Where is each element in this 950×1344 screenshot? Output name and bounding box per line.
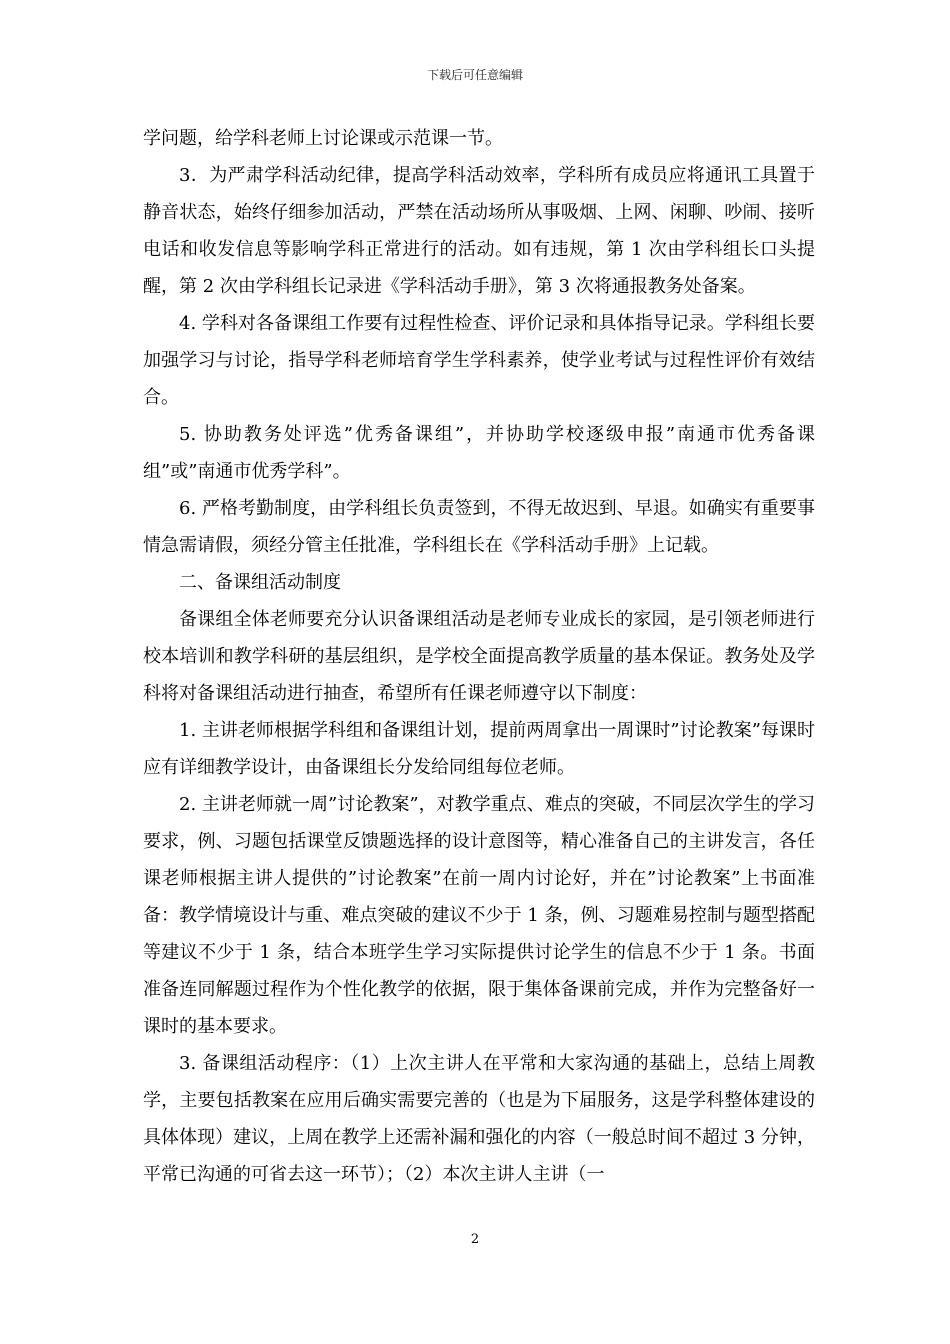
- paragraph-7: 1. 主讲老师根据学科组和备课组计划，提前两周拿出一周课时”讨论教案”每课时应有详细教学设计，由备课组长分发给同组每位老师。: [143, 720, 815, 778]
- page-number: 2: [470, 1232, 480, 1247]
- page-header: 下载后可任意编辑: [426, 68, 523, 82]
- paragraph-6: 备课组全体老师要充分认识备课组活动是老师专业成长的家园，是引领老师进行校本培训和教学科研的基层组织，是学校全面提高教学质量的基本保证。教务处及学科将对备课组活动进行抽查，希望所有任课老师遵守以下制度：: [143, 609, 815, 704]
- paragraph-3: 5. 协助教务处评选”优秀备课组”，并协助学校逐级申报”南通市优秀备课组”或”南通市优秀学科”。: [143, 424, 815, 482]
- paragraph-1: 3．为严肃学科活动纪律，提高学科活动效率，学科所有成员应将通讯工具置于静音状态，始终仔细参加活动，严禁在活动场所从事吸烟、上网、闲聊、吵闹、接听电话和收发信息等影响学科正常进行的活动。如有违规，第 1 次由学科组长口头提醒，第 2 次由学科组长记录进《学科活动手册》，第 3 次将通报教务处备案。: [143, 165, 815, 297]
- paragraph-9: 3. 备课组活动程序：（1）上次主讲人在平常和大家沟通的基础上，总结上周教学，主要包括教案在应用后确实需要完善的（也是为下届服务，这是学科整体建设的具体体现）建议，上周在教学上还需补漏和强化的内容（一般总时间不超过 3 分钟，平常已沟通的可省去这一环节）；（2）本次主讲人主讲（一: [143, 1053, 815, 1185]
- paragraph-4: 6. 严格考勤制度，由学科组长负责签到，不得无故迟到、早退。如确实有重要事情急需请假，须经分管主任批准，学科组长在《学科活动手册》上记载。: [143, 498, 815, 556]
- document-body: [143, 120, 815, 1193]
- paragraph-0: 学问题，给学科老师上讨论课或示范课一节。: [143, 128, 503, 149]
- paragraph-8: 2. 主讲老师就一周”讨论教案”，对教学重点、难点的突破，不同层次学生的学习要求，例、习题包括课堂反馈题选择的设计意图等，精心准备自己的主讲发言，各任课老师根据主讲人提供的”讨论教案”在前一周内讨论好，并在”讨论教案”上书面准备：教学情境设计与重、难点突破的建议不少于 1 条，例、习题难易控制与题型搭配等建议不少于 1 条，结合本班学生学习实际提供讨论学生的信息不少于 1 条。书面准备连同解题过程作为个性化教学的依据，限于集体备课前完成，并作为完整备好一课时的基本要求。: [143, 794, 815, 1037]
- paragraph-2: 4. 学科对各备课组工作要有过程性检查、评价记录和具体指导记录。学科组长要加强学习与讨论，指导学科老师培育学生学科素养，使学业考试与过程性评价有效结合。: [143, 313, 815, 408]
- section-heading: 二、备课组活动制度: [179, 572, 341, 593]
